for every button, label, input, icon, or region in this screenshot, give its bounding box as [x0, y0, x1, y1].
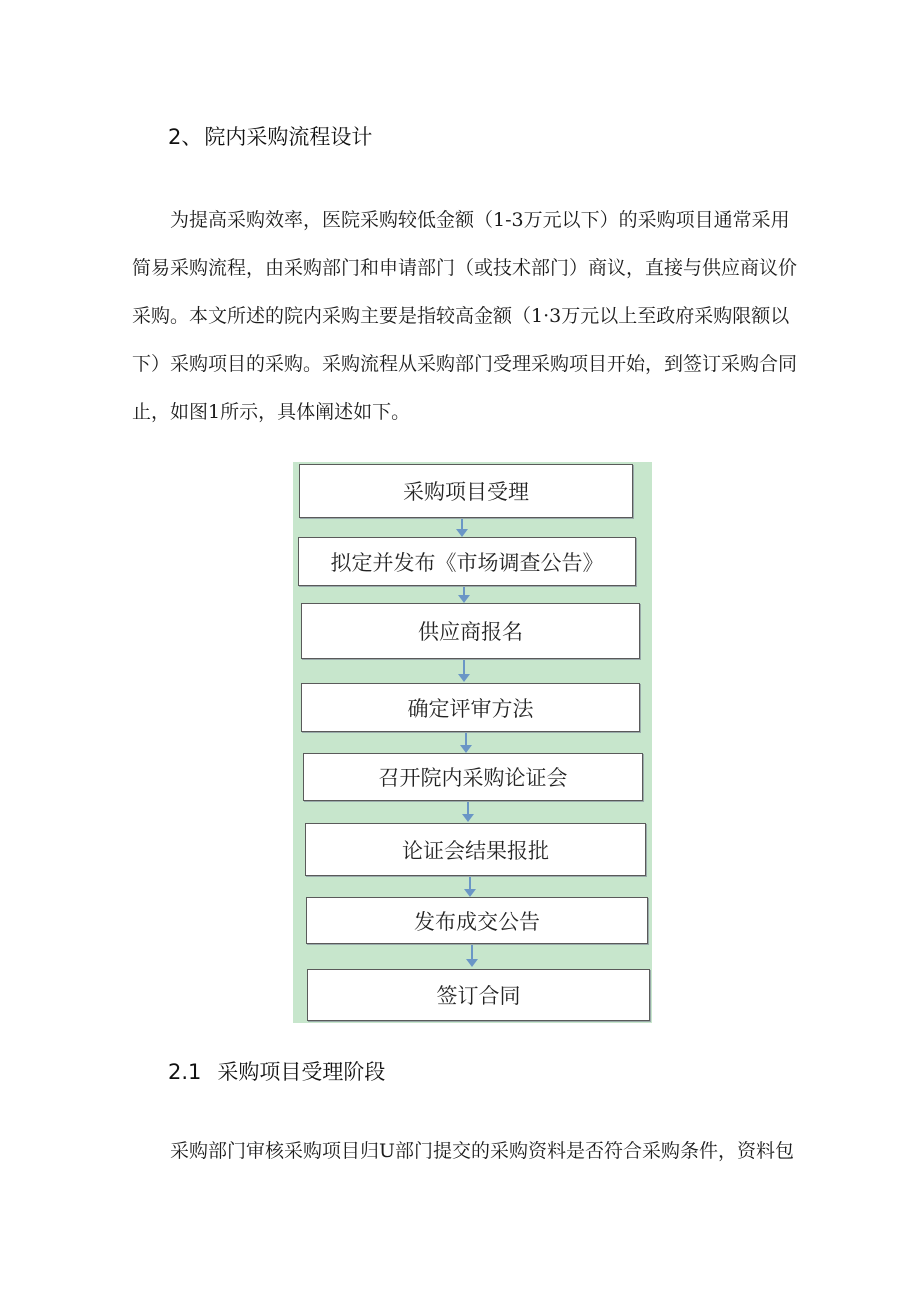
- paragraph-line: 采购部门审核采购项目归U部门提交的采购资料是否符合采购条件，资料包: [170, 1140, 795, 1162]
- flow-step-1: 采购项目受理: [299, 464, 633, 518]
- flow-arrow: [467, 802, 469, 820]
- flow-step-3: 供应商报名: [301, 603, 640, 659]
- paragraph-line: 简易采购流程，由采购部门和申请部门（或技术部门）商议，直接与供应商议价: [132, 257, 798, 279]
- flow-arrow: [463, 587, 465, 601]
- subsection-heading: [168, 1056, 385, 1086]
- procurement-flowchart: [293, 462, 652, 1023]
- subsection-title: 采购项目受理阶段: [217, 1060, 386, 1084]
- paragraph-line: 下）采购项目的采购。采购流程从采购部门受理采购项目开始，到签订采购合同: [132, 353, 798, 375]
- flow-step-4: 确定评审方法: [301, 683, 640, 732]
- flow-arrow: [465, 733, 467, 751]
- flow-step-7: 发布成交公告: [306, 897, 648, 944]
- flow-step-6: 论证会结果报批: [305, 823, 646, 876]
- flow-arrow: [469, 877, 471, 895]
- intro-paragraph: [132, 196, 830, 436]
- stage-paragraph: [170, 1127, 830, 1175]
- paragraph-line: 为提高采购效率，医院采购较低金额（1-3万元以下）的采购项目通常采用: [170, 209, 790, 231]
- section-heading: [168, 121, 372, 151]
- flow-arrow: [461, 519, 463, 535]
- flow-step-2: 拟定并发布《市场调查公告》: [298, 537, 636, 586]
- flow-step-8: 签订合同: [307, 969, 650, 1021]
- paragraph-line: 止，如图1所示，具体阐述如下。: [132, 401, 411, 423]
- flow-step-5: 召开院内采购论证会: [303, 753, 643, 801]
- section-number: 2、: [168, 125, 203, 149]
- flow-arrow: [471, 945, 473, 965]
- section-title: 院内采购流程设计: [204, 125, 373, 149]
- paragraph-line: 采购。本文所述的院内采购主要是指较高金额（1·3万元以上至政府采购限额以: [132, 305, 790, 327]
- flow-arrow: [463, 660, 465, 680]
- subsection-number: 2.1: [168, 1060, 202, 1084]
